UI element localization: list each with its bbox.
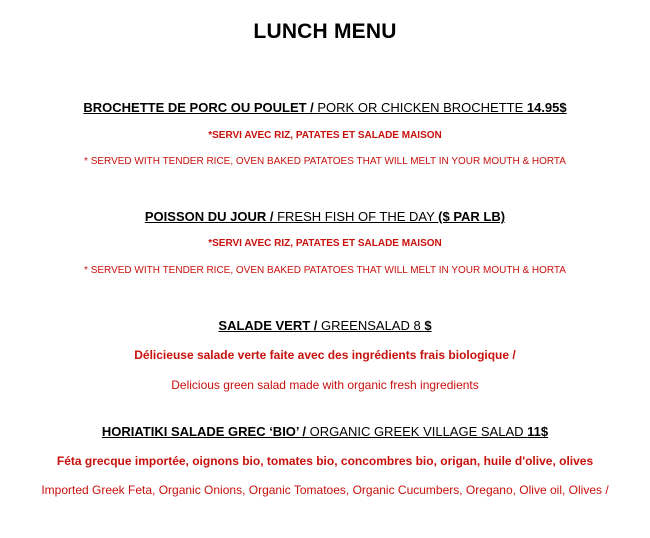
- menu-item-heading: [0, 424, 650, 439]
- menu-item-heading: [0, 100, 650, 115]
- item-name-en: PORK OR CHICKEN BROCHETTE: [317, 100, 527, 115]
- item-description-en: Imported Greek Feta, Organic Onions, Organic Tomatoes, Organic Cucumbers, Oregano, Olive oil, Olives /: [41, 483, 609, 497]
- item-name-fr: HORIATIKI SALADE GREC ‘BIO’ /: [101, 424, 310, 439]
- item-price: 11$: [527, 424, 549, 439]
- item-description-fr: Délicieuse salade verte faite avec des ingrédients frais biologique /: [134, 348, 516, 362]
- item-note-fr: *SERVI AVEC RIZ, PATATES ET SALADE MAISON: [208, 130, 442, 141]
- item-name-fr: POISSON DU JOUR /: [144, 209, 278, 224]
- item-note-en: * SERVED WITH TENDER RICE, OVEN BAKED PATATOES THAT WILL MELT IN YOUR MOUTH & HORTA: [84, 156, 566, 167]
- item-name-fr: SALADE VERT /: [218, 318, 321, 333]
- page-title: LUNCH MENU: [253, 20, 397, 43]
- item-description-fr: Féta grecque importée, oignons bio, tomates bio, concombres bio, origan, huile d'olive, olives: [56, 454, 594, 468]
- item-name-en: FRESH FISH OF THE DAY: [277, 209, 439, 224]
- menu-item-heading: [0, 318, 650, 333]
- item-price: ($ PAR LB): [438, 209, 506, 224]
- item-price: 14.95$: [526, 100, 567, 115]
- item-name-en: ORGANIC GREEK VILLAGE SALAD: [309, 424, 528, 439]
- item-note-fr: *SERVI AVEC RIZ, PATATES ET SALADE MAISON: [208, 238, 442, 249]
- menu-item-heading: [0, 209, 650, 224]
- item-name-en: GREENSALAD 8: [321, 318, 425, 333]
- item-price: $: [424, 318, 432, 333]
- item-name-fr: BROCHETTE DE PORC OU POULET /: [83, 100, 318, 115]
- item-note-en: * SERVED WITH TENDER RICE, OVEN BAKED PATATOES THAT WILL MELT IN YOUR MOUTH & HORTA: [84, 265, 566, 276]
- item-description-en: Delicious green salad made with organic fresh ingredients: [171, 378, 479, 392]
